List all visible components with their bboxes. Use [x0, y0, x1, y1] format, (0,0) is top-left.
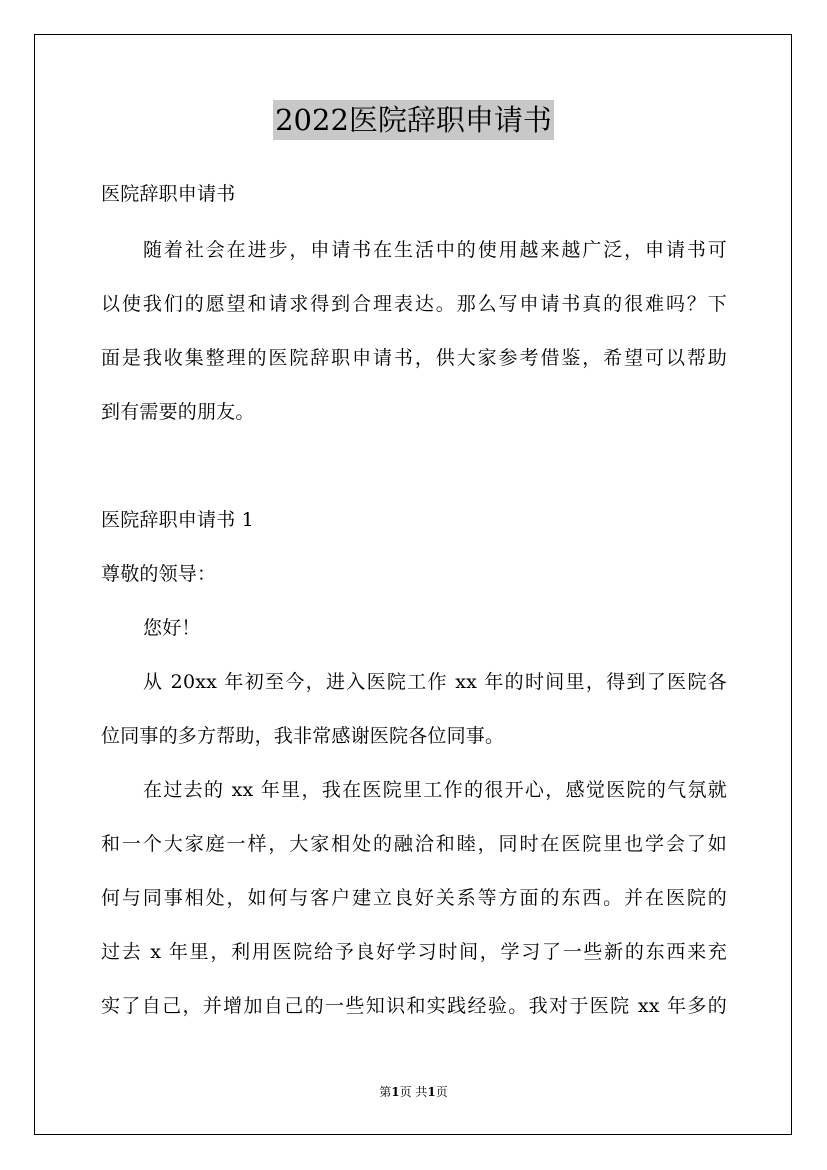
page-footer	[0, 1084, 827, 1100]
section-heading: 医院辞职申请书 1	[101, 509, 254, 531]
page-suffix: 页	[435, 1085, 448, 1099]
page-mid: 页 共	[399, 1085, 428, 1099]
page-current: 1	[391, 1085, 400, 1099]
greeting: 您好！	[143, 617, 201, 639]
intro-line: 到有需要的朋友。	[101, 401, 255, 423]
paragraph-line: 在过去的 xx 年里，我在医院里工作的很开心，感觉医院的气氛就	[143, 779, 727, 801]
paragraph-line: 何与同事相处，如何与客户建立良好关系等方面的东西。并在医院的	[101, 887, 727, 909]
page-prefix: 第	[379, 1085, 392, 1099]
intro-line: 以使我们的愿望和请求得到合理表达。那么写申请书真的很难吗？下	[101, 293, 727, 315]
paragraph-line: 过去 x 年里，利用医院给予良好学习时间，学习了一些新的东西来充	[101, 941, 727, 963]
salutation: 尊敬的领导：	[101, 563, 217, 585]
title-container	[0, 100, 827, 140]
paragraph-line: 从 20xx 年初至今，进入医院工作 xx 年的时间里，得到了医院各	[143, 671, 727, 693]
paragraph-line: 实了自己，并增加自己的一些知识和实践经验。我对于医院 xx 年多的	[101, 995, 727, 1017]
document-title: 2022医院辞职申请书	[273, 100, 554, 140]
intro-line: 随着社会在进步，申请书在生活中的使用越来越广泛，申请书可	[143, 239, 727, 261]
paragraph-line: 和一个大家庭一样，大家相处的融洽和睦，同时在医院里也学会了如	[101, 833, 727, 855]
page-total: 1	[427, 1085, 436, 1099]
intro-heading: 医院辞职申请书	[101, 183, 236, 205]
paragraph-line: 位同事的多方帮助，我非常感谢医院各位同事。	[101, 725, 505, 747]
intro-line: 面是我收集整理的医院辞职申请书，供大家参考借鉴，希望可以帮助	[101, 347, 727, 369]
